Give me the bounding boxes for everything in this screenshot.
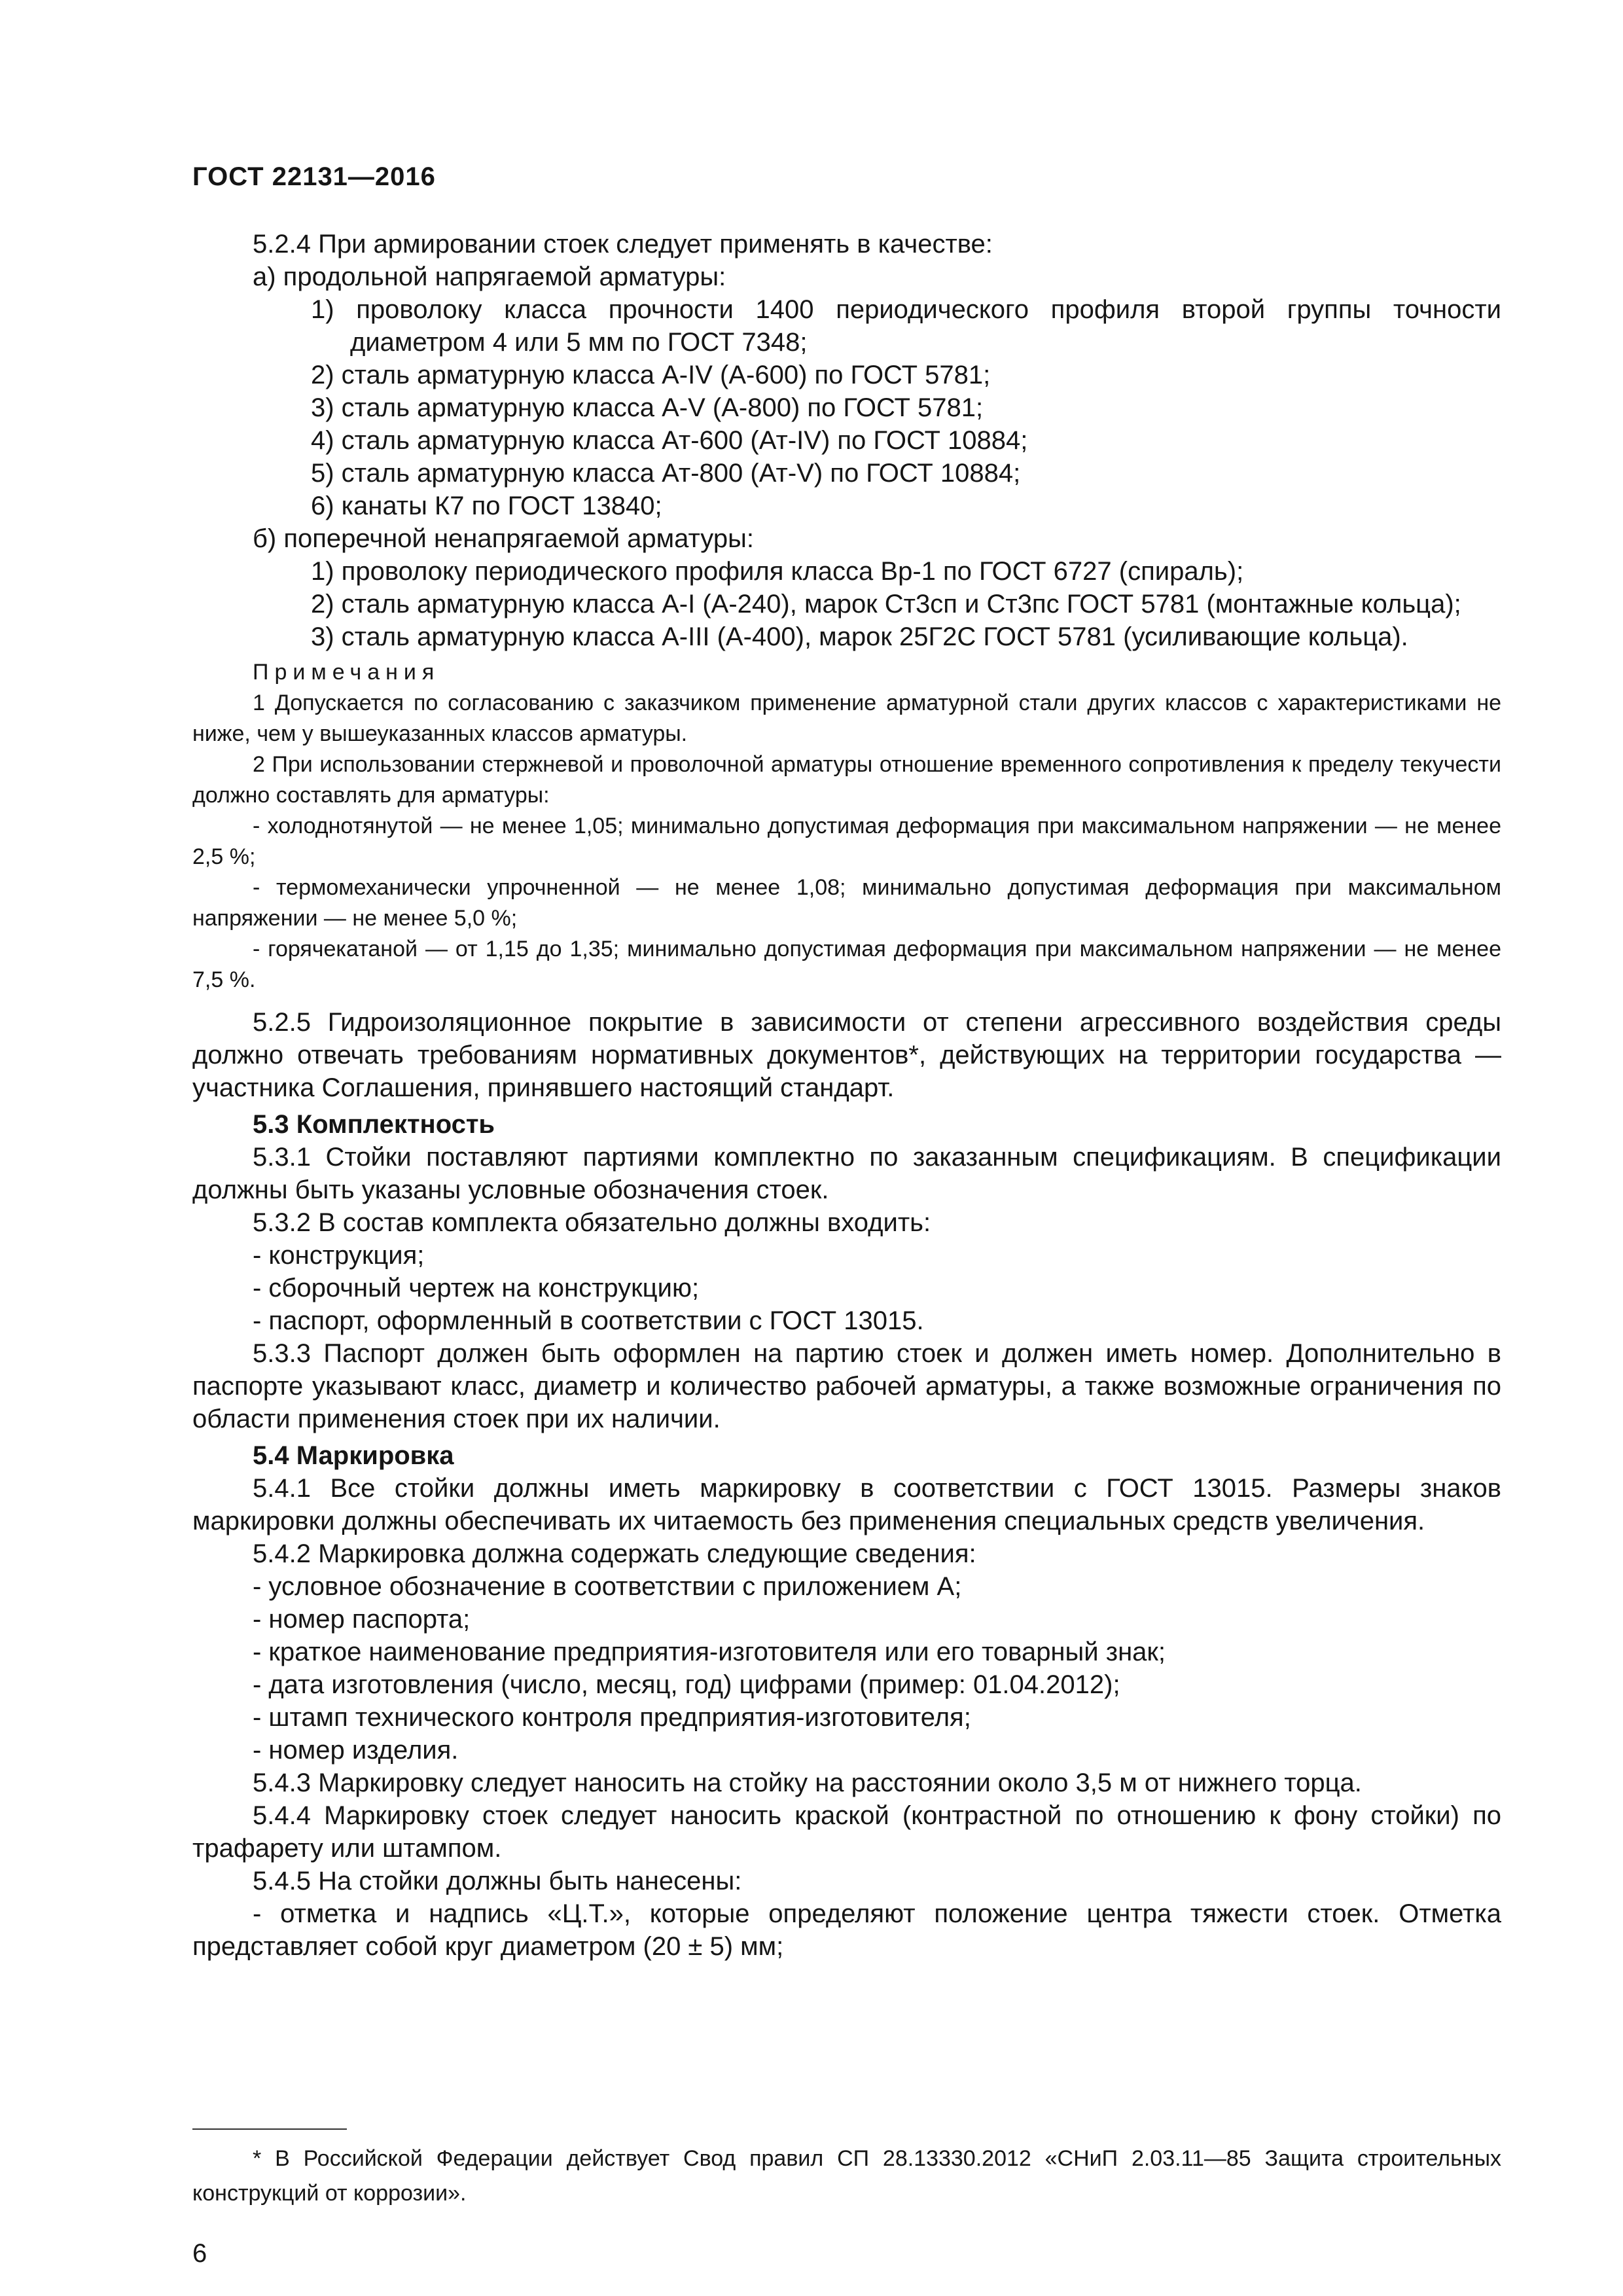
note-2: 2 При использовании стержневой и проволочной арматуры отношение временного сопротивления к пределу текучести должно составлять для арматуры: bbox=[192, 752, 1501, 808]
list-item: - конструкция; bbox=[253, 1241, 425, 1270]
list-item: - краткое наименование предприятия-изготовителя или его товарный знак; bbox=[253, 1638, 1166, 1666]
list-item: 6) канаты К7 по ГОСТ 13840; bbox=[311, 492, 662, 520]
list-item: - дата изготовления (число, месяц, год) цифрами (пример: 01.04.2012); bbox=[253, 1670, 1120, 1699]
list-item: 1) проволоку периодического профиля класса Вр-1 по ГОСТ 6727 (спираль); bbox=[311, 557, 1244, 586]
list-item: - штамп технического контроля предприятия-изготовителя; bbox=[253, 1703, 971, 1732]
document-body bbox=[192, 228, 1501, 1963]
clause-5-3-2: 5.3.2 В состав комплекта обязательно должны входить: bbox=[253, 1208, 931, 1237]
list-item: 3) сталь арматурную класса А-III (А-400), марок 25Г2С ГОСТ 5781 (усиливающие кольца). bbox=[311, 622, 1408, 651]
list-item: - номер изделия. bbox=[253, 1736, 459, 1765]
clause-5-4-5: 5.4.5 На стойки должны быть нанесены: bbox=[253, 1867, 742, 1895]
clause-5-2-4: 5.2.4 При армировании стоек следует применять в качестве: bbox=[253, 230, 993, 259]
list-item: 4) сталь арматурную класса Ат-600 (Ат-IV) по ГОСТ 10884; bbox=[311, 426, 1028, 455]
notes-title: Примечания bbox=[253, 660, 440, 685]
note-item: - термомеханически упрочненной — не менее 1,08; минимально допустимая деформация при максимальном напряжении — не менее 5,0 %; bbox=[192, 875, 1501, 931]
clause-5-4-3: 5.4.3 Маркировку следует наносить на стойку на расстоянии около 3,5 м от нижнего торца. bbox=[253, 1768, 1362, 1797]
clause-5-4-2: 5.4.2 Маркировка должна содержать следующие сведения: bbox=[253, 1539, 976, 1568]
list-label-b: б) поперечной ненапрягаемой арматуры: bbox=[253, 524, 754, 553]
clause-5-3-3: 5.3.3 Паспорт должен быть оформлен на партию стоек и должен иметь номер. Дополнительно в паспорте указывают класс, диаметр и количество рабочей арматуры, а также возможные ограничения по области применения стоек при их наличии. bbox=[192, 1339, 1501, 1433]
footnote: * В Российской Федерации действует Свод правил СП 28.13330.2012 «СНиП 2.03.11—85 Защита строительных конструкций от коррозии». bbox=[192, 2146, 1501, 2206]
clause-5-4-4: 5.4.4 Маркировку стоек следует наносить краской (контрастной по отношению к фону стойки) по трафарету или штампом. bbox=[192, 1801, 1501, 1863]
list-label-a: а) продольной напрягаемой арматуры: bbox=[253, 262, 726, 291]
list-item: 3) сталь арматурную класса A-V (А-800) по ГОСТ 5781; bbox=[311, 393, 984, 422]
clause-5-3-1: 5.3.1 Стойки поставляют партиями комплектно по заказанным спецификациям. В спецификации должны быть указаны условные обозначения стоек. bbox=[192, 1143, 1501, 1204]
note-item: - горячекатаной — от 1,15 до 1,35; минимально допустимая деформация при максимальном напряжении — не менее 7,5 %. bbox=[192, 937, 1501, 992]
list-item: 2) сталь арматурную класса А-I (А-240), марок Ст3сп и Ст3пс ГОСТ 5781 (монтажные кольца); bbox=[311, 590, 1461, 619]
list-item: 1) проволоку класса прочности 1400 периодического профиля второй группы точности диаметром 4 или 5 мм по ГОСТ 7348; bbox=[311, 295, 1501, 357]
note-item: - холоднотянутой — не менее 1,05; минимально допустимая деформация при максимальном напряжении — не менее 2,5 %; bbox=[192, 814, 1501, 869]
list-item: 2) сталь арматурную класса A-IV (А-600) по ГОСТ 5781; bbox=[311, 361, 991, 389]
footnote-divider bbox=[192, 2128, 347, 2130]
list-item: - сборочный чертеж на конструкцию; bbox=[253, 1274, 700, 1302]
list-item: - условное обозначение в соответствии с приложением А; bbox=[253, 1572, 962, 1601]
notes-block bbox=[192, 657, 1501, 996]
list-item: - паспорт, оформленный в соответствии с ГОСТ 13015. bbox=[253, 1306, 924, 1335]
page-number: 6 bbox=[192, 2239, 207, 2268]
note-1: 1 Допускается по согласованию с заказчиком применение арматурной стали других классов с характеристиками не ниже, чем у вышеуказанных классов арматуры. bbox=[192, 691, 1501, 746]
clause-5-2-5: 5.2.5 Гидроизоляционное покрытие в зависимости от степени агрессивного воздействия среды должно отвечать требованиям нормативных документов*, действующих на территории государства — участника Соглашения, принявшего настоящий стандарт. bbox=[192, 1008, 1501, 1102]
section-heading-5-3: 5.3 Комплектность bbox=[253, 1110, 495, 1139]
section-heading-5-4: 5.4 Маркировка bbox=[253, 1441, 454, 1470]
clause-5-4-1: 5.4.1 Все стойки должны иметь маркировку в соответствии с ГОСТ 13015. Размеры знаков маркировки должны обеспечивать их читаемость без применения специальных средств увеличения. bbox=[192, 1474, 1501, 1535]
list-item: 5) сталь арматурную класса Ат-800 (Ат-V) по ГОСТ 10884; bbox=[311, 459, 1021, 488]
document-header: ГОСТ 22131—2016 bbox=[192, 162, 436, 191]
list-item: - номер паспорта; bbox=[253, 1605, 471, 1634]
clause-5-4-5-item: - отметка и надпись «Ц.Т.», которые определяют положение центра тяжести стоек. Отметка представляет собой круг диаметром (20 ± 5) мм; bbox=[192, 1899, 1501, 1961]
